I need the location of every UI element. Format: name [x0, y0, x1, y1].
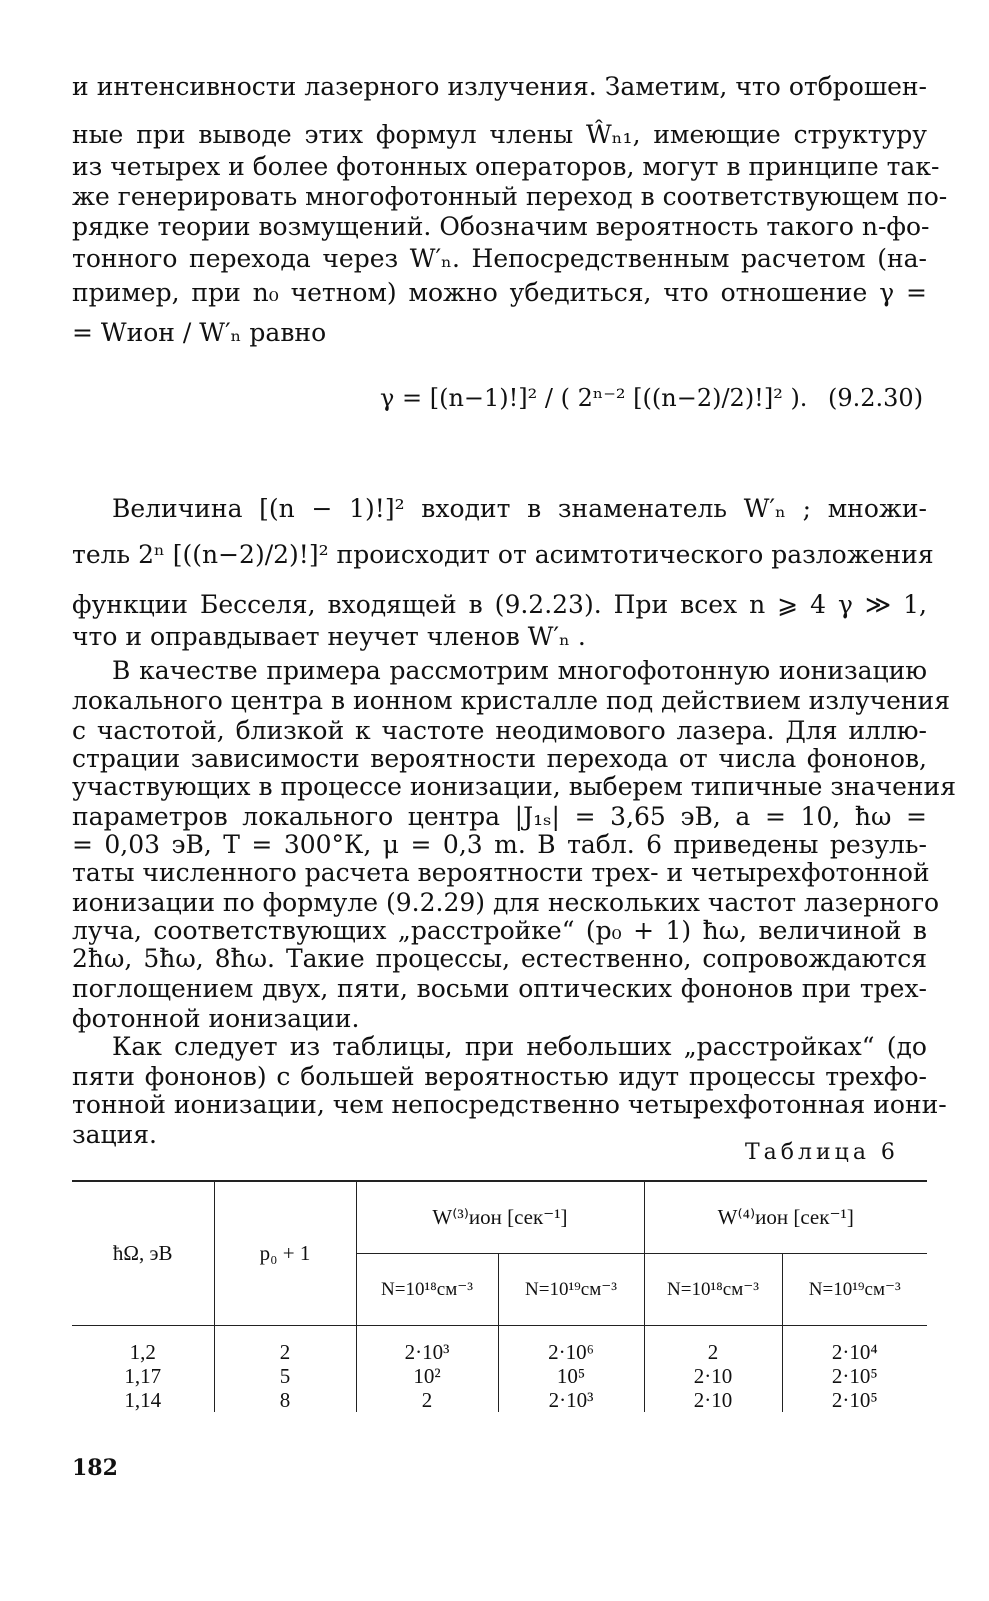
text-line: 2ħω, 5ħω, 8ħω. Такие процессы, естественно, сопровождаются: [72, 944, 927, 973]
equation: γ = [(n−1)!]² / ( 2ⁿ⁻² [((n−2)/2)!]² ).: [380, 384, 808, 412]
text-line: Величина [(n − 1)!]² входит в знаменатель W′ₙ ; множи-: [112, 494, 927, 523]
table-cell: [214, 1325, 356, 1412]
cell-value: 10⁵: [556, 1363, 586, 1388]
text-line: функции Бесселя, входящей в (9.2.23). При всех n ⩾ 4 γ ≫ 1,: [72, 590, 927, 619]
text-line: фотонной ионизации.: [72, 1004, 360, 1033]
table-cell: [498, 1325, 644, 1412]
text-line: ионизации по формуле (9.2.29) для нескольких частот лазерного: [72, 888, 940, 917]
cell-value: 2·10⁶: [548, 1339, 594, 1364]
column-header-n18-four: N=10¹⁸см⁻³: [644, 1253, 782, 1325]
table-cell: [782, 1325, 927, 1412]
column-header-n18-three: N=10¹⁸см⁻³: [356, 1253, 498, 1325]
text-line: = 0,03 эВ, T = 300°К, μ = 0,3 m. В табл. 6 приведены резуль-: [72, 830, 927, 859]
table-body: [72, 1325, 927, 1412]
cell-value: 2·10⁴: [831, 1339, 878, 1364]
data-table: [72, 1180, 927, 1412]
text-line: пример, при n₀ четном) можно убедиться, что отношение γ =: [72, 278, 927, 307]
column-header-p0: p₀ + 1: [214, 1181, 356, 1325]
text-line: страции зависимости вероятности перехода от числа фононов,: [72, 744, 927, 773]
text-line: В качестве примера рассмотрим многофотонную ионизацию: [112, 656, 927, 685]
column-header-frequency: ħΩ, эВ: [72, 1181, 214, 1325]
text-line: тонной ионизации, чем непосредственно четырехфотонная иони-: [72, 1090, 947, 1119]
text-line: таты численного расчета вероятности трех- и четырехфотонной: [72, 858, 930, 887]
cell-value: 2·10⁵: [831, 1363, 878, 1388]
text-line: с частотой, близкой к частоте неодимового лазера. Для иллю-: [72, 716, 927, 745]
text-line: тель 2ⁿ [((n−2)/2)!]² происходит от асимтотического разложения: [72, 540, 934, 569]
cell-value: 1,2: [129, 1339, 156, 1364]
text-line: и интенсивности лазерного излучения. Заметим, что отброшен-: [72, 72, 927, 101]
cell-value: 2·10: [693, 1387, 733, 1412]
column-header-n19-three: N=10¹⁹см⁻³: [498, 1253, 644, 1325]
text-line: луча, соответствующих „расстройке“ (p₀ + 1) ħω, величиной в: [72, 916, 927, 945]
text-line: ные при выводе этих формул члены Ŵₙ₁, имеющие структуру: [72, 120, 927, 149]
text-line: = Wион / W′ₙ равно: [72, 318, 327, 347]
table-cell: [72, 1325, 214, 1412]
table-cell: [356, 1325, 498, 1412]
cell-value: 2·10³: [404, 1339, 450, 1364]
text-line: зация.: [72, 1120, 157, 1149]
text-line: что и оправдывает неучет членов W′ₙ .: [72, 622, 586, 651]
cell-value: 2·10⁵: [831, 1387, 878, 1412]
table-caption: Таблица 6: [745, 1140, 899, 1165]
text-line: Как следует из таблицы, при небольших „расстройках“ (до: [112, 1032, 927, 1061]
cell-value: 2·10: [693, 1363, 733, 1388]
text-line: пяти фононов) с большей вероятностью идут процессы трехфо-: [72, 1062, 927, 1091]
equation-number: (9.2.30): [828, 384, 924, 412]
group-header-four-photon: W⁽⁴⁾ион [сек⁻¹]: [644, 1181, 927, 1253]
text-line: из четырех и более фотонных операторов, могут в принципе так-: [72, 152, 940, 181]
cell-value: 8: [279, 1387, 291, 1412]
text-line: участвующих в процессе ионизации, выберем типичные значения: [72, 772, 956, 801]
cell-value: 2: [279, 1339, 291, 1364]
cell-value: 1,14: [124, 1387, 162, 1412]
text-line: локального центра в ионном кристалле под действием излучения: [72, 686, 950, 715]
cell-value: 2: [421, 1387, 433, 1412]
table-cell: [644, 1325, 782, 1412]
cell-value: 2·10³: [548, 1387, 594, 1412]
cell-value: 10²: [413, 1363, 441, 1388]
page-number: 182: [72, 1455, 118, 1481]
text-line: тонного перехода через W′ₙ. Непосредственным расчетом (на-: [72, 244, 927, 273]
cell-value: 5: [279, 1363, 291, 1388]
text-line: поглощением двух, пяти, восьми оптических фононов при трех-: [72, 974, 927, 1003]
text-line: же генерировать многофотонный переход в соответствующем по-: [72, 182, 948, 211]
cell-value: 1,17: [124, 1363, 162, 1388]
group-header-three-photon: W⁽³⁾ион [сек⁻¹]: [356, 1181, 644, 1253]
table-header-row: [72, 1181, 927, 1253]
column-header-n19-four: N=10¹⁹см⁻³: [782, 1253, 927, 1325]
text-line: параметров локального центра |J₁ₛ| = 3,65 эВ, a = 10, ħω =: [72, 802, 927, 831]
text-line: рядке теории возмущений. Обозначим вероятность такого n-фо-: [72, 212, 930, 241]
cell-value: 2: [707, 1339, 719, 1364]
